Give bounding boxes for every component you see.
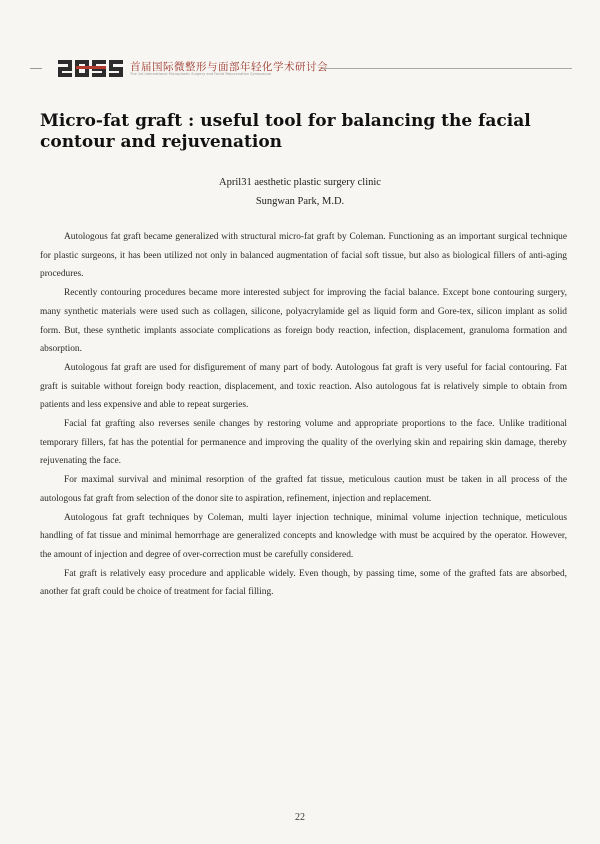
header-rule-left [30, 68, 42, 69]
conference-title: 首届国际微整形与面部年轻化学术研讨会 [130, 61, 328, 73]
paragraph: Facial fat grafting also reverses senile changes by restoring volume and appropriate proportions to the face. Unlike traditional temporary fillers, fat has the potential for permanence and improving the quality of the overlying skin and repairing skin damage, thereby rejuvenating the face. [40, 419, 567, 467]
header-rule-right [322, 68, 572, 69]
page-number: 22 [295, 812, 305, 823]
paragraph: Autologous fat graft became generalized with structural micro-fat graft by Coleman. Functioning as an important surgical technique for plastic surgeons, it has been utilized not only in balanced augmentation of facial soft tissue, but also as biological fillers of anti-aging procedures. [40, 232, 567, 280]
paragraph: Recently contouring procedures became more interested subject for improving the facial balance. Except bone contouring surgery, many synthetic materials were used such as collagen, silicone, polyacrylamide gel as liquid form and Gore-tex, silicon implant as solid form. But, these synthetic implants associate complications as foreign body reaction, infection, displacement, granuloma formation and absorption. [40, 288, 567, 355]
paragraph: For maximal survival and minimal resorption of the grafted fat tissue, meticulous caution must be taken in all process of the autologous fat graft from selection of the donor site to aspiration, refinement, injection and replacement. [40, 475, 567, 504]
affiliation: April31 aesthetic plastic surgery clinic [219, 177, 381, 188]
author-name: Sungwan Park, M.D. [255, 196, 345, 207]
paragraph: Autologous fat graft are used for disfigurement of many part of body. Autologous fat graft is very useful for facial contouring. Fat graft is suitable without foreign body reaction, displacement, and toxic reaction. Also autologous fat is relatively simple to obtain from patients and less expensive and able to repeat surgeries. [40, 362, 567, 411]
abstract-body [40, 228, 567, 602]
conference-logo [56, 58, 126, 80]
article-title: Micro-fat graft : useful tool for balancing the facial contour and rejuvenation [40, 111, 531, 152]
conference-subtitle: The 1st International Microplastic Surgery and Facial Rejuvenation Symposium [130, 72, 272, 76]
paragraph: Autologous fat graft techniques by Coleman, multi layer injection technique, minimal volume injection technique, meticulous handling of fat tissue and minimal hemorrhage are generalized concepts and knowledge with must be acquired by the operator. However, the amount of injection and degree of over-correction must be carefully considered. [40, 512, 567, 560]
running-header [30, 58, 550, 82]
paragraph: Fat graft is relatively easy procedure and applicable widely. Even though, by passing time, some of the grafted fats are absorbed, another fat graft could be choice of treatment for facial filling. [40, 568, 567, 598]
